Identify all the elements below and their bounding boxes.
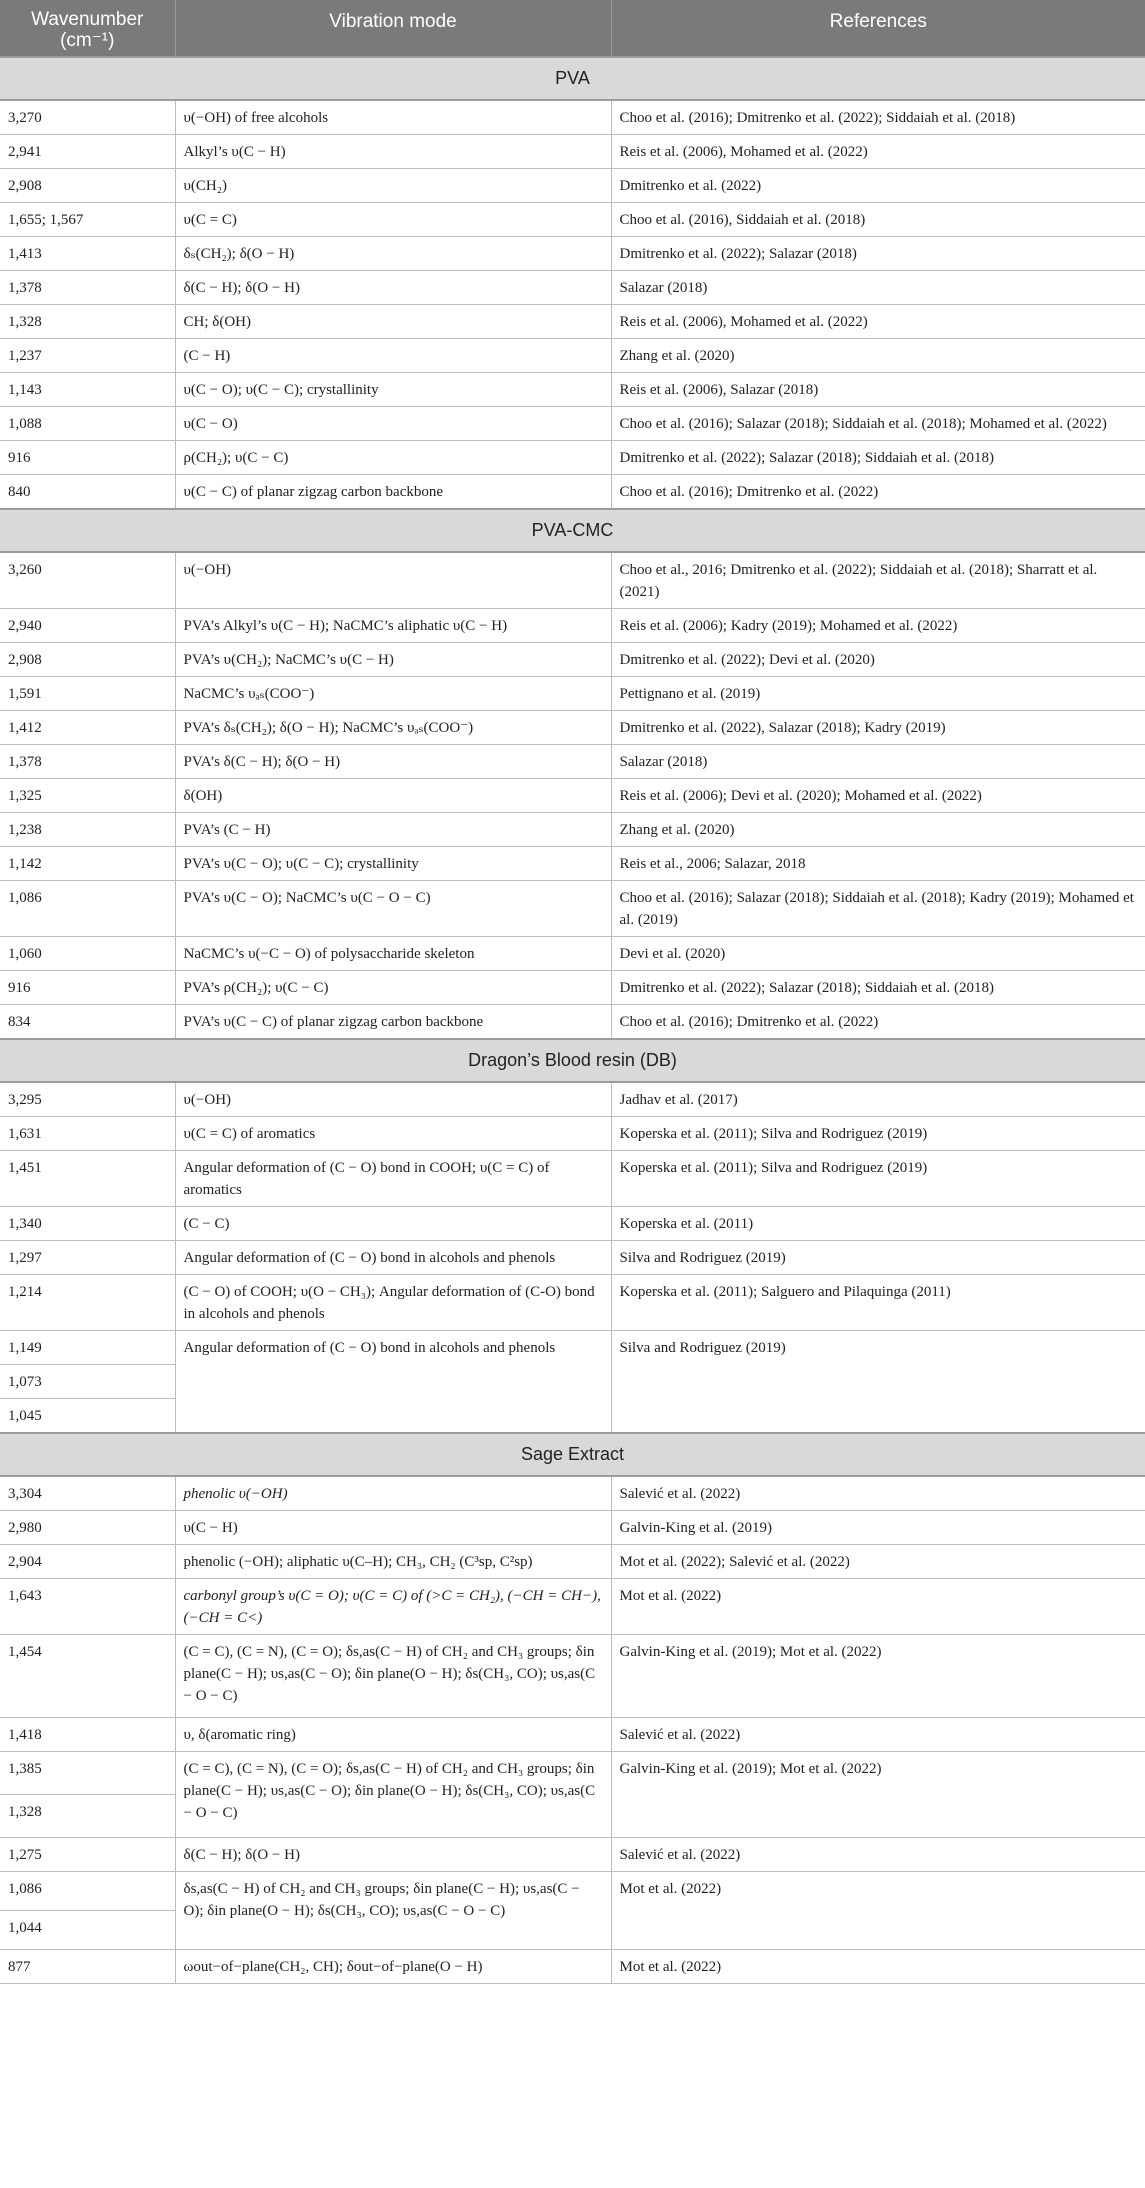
vibration-mode-cell: υ(C = C) of aromatics — [175, 1116, 611, 1150]
wavenumber-cell: 2,941 — [0, 134, 175, 168]
table-row — [0, 1476, 1145, 1511]
vibration-mode-cell: Angular deformation of (C − O) bond in alcohols and phenols — [175, 1240, 611, 1274]
table-row — [0, 676, 1145, 710]
wavenumber-cell: 1,328 — [0, 304, 175, 338]
wavenumber-cell: 1,297 — [0, 1240, 175, 1274]
vibration-mode-cell: υ(C − O) — [175, 406, 611, 440]
section-title: Sage Extract — [0, 1433, 1145, 1476]
table-row — [0, 846, 1145, 880]
vibration-mode-cell: phenolic (−OH); aliphatic υ(C–H); CH₃, CH₂ (C³sp, C²sp) — [175, 1544, 611, 1578]
table-row — [0, 168, 1145, 202]
table-row — [0, 1330, 1145, 1364]
wavenumber-cell: 1,045 — [0, 1398, 175, 1433]
references-cell: Silva and Rodriguez (2019) — [611, 1330, 1145, 1433]
vibration-mode-cell: ρ(CH₂); υ(C − C) — [175, 440, 611, 474]
table-row — [0, 1240, 1145, 1274]
vibration-mode-cell: phenolic υ(−OH) — [175, 1476, 611, 1511]
vibration-mode-cell: PVA’s δₛ(CH₂); δ(O − H); NaCMC’s υₐₛ(COO⁻) — [175, 710, 611, 744]
references-cell: Dmitrenko et al. (2022), Salazar (2018); Kadry (2019) — [611, 710, 1145, 744]
vibration-mode-cell: (C = C), (C = N), (C = O); δs,as(C − H) of CH₂ and CH₃ groups; δin plane(C − H); υs,as(C − O); δin plane(O − H); δs(CH₃, CO); υs,as(C − O − C) — [175, 1751, 611, 1837]
wavenumber-cell: 2,908 — [0, 642, 175, 676]
references-cell: Koperska et al. (2011); Silva and Rodriguez (2019) — [611, 1116, 1145, 1150]
vibration-mode-cell: PVA’s υ(C − C) of planar zigzag carbon backbone — [175, 1004, 611, 1039]
table-row — [0, 134, 1145, 168]
wavenumber-cell: 1,275 — [0, 1837, 175, 1871]
vibration-mode-cell: PVA’s δ(C − H); δ(O − H) — [175, 744, 611, 778]
table-row — [0, 608, 1145, 642]
wavenumber-cell: 3,304 — [0, 1476, 175, 1511]
references-cell: Choo et al. (2016), Siddaiah et al. (2018) — [611, 202, 1145, 236]
wavenumber-cell: 1,149 — [0, 1330, 175, 1364]
references-cell: Mot et al. (2022) — [611, 1578, 1145, 1634]
vibration-mode-cell: δs,as(C − H) of CH₂ and CH₃ groups; δin plane(C − H); υs,as(C − O); δin plane(O − H); δs(CH₃, CO); υs,as(C − O − C) — [175, 1871, 611, 1949]
section-row-dragons-blood — [0, 1039, 1145, 1082]
table-row — [0, 1510, 1145, 1544]
references-cell: Dmitrenko et al. (2022); Salazar (2018); Siddaiah et al. (2018) — [611, 440, 1145, 474]
table-row — [0, 936, 1145, 970]
wavenumber-cell: 1,143 — [0, 372, 175, 406]
references-cell: Silva and Rodriguez (2019) — [611, 1240, 1145, 1274]
vibration-mode-cell: υ(−OH) — [175, 1082, 611, 1117]
wavenumber-cell: 834 — [0, 1004, 175, 1039]
header-references: References — [611, 0, 1145, 57]
vibration-mode-cell: PVA’s ρ(CH₂); υ(C − C) — [175, 970, 611, 1004]
wavenumber-cell: 1,340 — [0, 1206, 175, 1240]
wavenumber-cell: 877 — [0, 1949, 175, 1983]
table-row — [0, 1837, 1145, 1871]
wavenumber-cell: 3,270 — [0, 100, 175, 135]
section-title: PVA — [0, 57, 1145, 100]
table-row — [0, 1717, 1145, 1751]
vibration-mode-cell: NaCMC’s υₐₛ(COO⁻) — [175, 676, 611, 710]
references-cell: Dmitrenko et al. (2022); Devi et al. (2020) — [611, 642, 1145, 676]
vibration-mode-cell: δ(OH) — [175, 778, 611, 812]
wavenumber-cell: 2,940 — [0, 608, 175, 642]
references-cell: Zhang et al. (2020) — [611, 812, 1145, 846]
references-cell: Salević et al. (2022) — [611, 1717, 1145, 1751]
table-row — [0, 1634, 1145, 1717]
vibration-mode-cell: PVA’s υ(CH₂); NaCMC’s υ(C − H) — [175, 642, 611, 676]
table-row — [0, 1274, 1145, 1330]
references-cell: Salević et al. (2022) — [611, 1837, 1145, 1871]
wavenumber-cell: 1,378 — [0, 744, 175, 778]
vibration-mode-cell: PVA’s υ(C − O); NaCMC’s υ(C − O − C) — [175, 880, 611, 936]
vibration-mode-cell: υ(−OH) of free alcohols — [175, 100, 611, 135]
table-row — [0, 474, 1145, 509]
table-row — [0, 1150, 1145, 1206]
wavenumber-cell: 2,908 — [0, 168, 175, 202]
vibration-mode-cell: Angular deformation of (C − O) bond in alcohols and phenols — [175, 1330, 611, 1433]
table-row — [0, 812, 1145, 846]
wavenumber-cell: 1,591 — [0, 676, 175, 710]
section-title: Dragon’s Blood resin (DB) — [0, 1039, 1145, 1082]
wavenumber-cell: 1,238 — [0, 812, 175, 846]
vibration-mode-cell: υ(−OH) — [175, 552, 611, 609]
vibration-mode-cell: υ(C − O); υ(C − C); crystallinity — [175, 372, 611, 406]
wavenumber-cell: 1,451 — [0, 1150, 175, 1206]
references-cell: Dmitrenko et al. (2022); Salazar (2018); Siddaiah et al. (2018) — [611, 970, 1145, 1004]
table-row — [0, 1751, 1145, 1794]
table-row — [0, 710, 1145, 744]
vibration-mode-cell: (C − C) — [175, 1206, 611, 1240]
wavenumber-cell: 1,655; 1,567 — [0, 202, 175, 236]
wavenumber-cell: 1,088 — [0, 406, 175, 440]
table-row — [0, 338, 1145, 372]
wavenumber-cell: 3,295 — [0, 1082, 175, 1117]
wavenumber-cell: 1,086 — [0, 1871, 175, 1910]
references-cell: Reis et al. (2006), Mohamed et al. (2022) — [611, 304, 1145, 338]
vibration-mode-cell: Angular deformation of (C − O) bond in COOH; υ(C = C) of aromatics — [175, 1150, 611, 1206]
wavenumber-cell: 1,418 — [0, 1717, 175, 1751]
wavenumber-cell: 1,385 — [0, 1751, 175, 1794]
table-row — [0, 1949, 1145, 1983]
table-row — [0, 1578, 1145, 1634]
references-cell: Reis et al. (2006), Salazar (2018) — [611, 372, 1145, 406]
table-row — [0, 744, 1145, 778]
section-row-pva — [0, 57, 1145, 100]
vibration-mode-cell: (C − O) of COOH; υ(O − CH₃); Angular deformation of (C-O) bond in alcohols and phenols — [175, 1274, 611, 1330]
wavenumber-cell: 2,904 — [0, 1544, 175, 1578]
header-wavenumber: Wavenumber (cm⁻¹) — [0, 0, 175, 57]
wavenumber-cell: 2,980 — [0, 1510, 175, 1544]
vibration-mode-cell: υ(C − C) of planar zigzag carbon backbone — [175, 474, 611, 509]
wavenumber-cell: 916 — [0, 440, 175, 474]
table-header-row — [0, 0, 1145, 57]
wavenumber-cell: 1,086 — [0, 880, 175, 936]
section-title: PVA-CMC — [0, 509, 1145, 552]
references-cell: Reis et al., 2006; Salazar, 2018 — [611, 846, 1145, 880]
references-cell: Salević et al. (2022) — [611, 1476, 1145, 1511]
table-row — [0, 552, 1145, 609]
vibration-mode-cell: υ(C − H) — [175, 1510, 611, 1544]
table-row — [0, 440, 1145, 474]
references-cell: Koperska et al. (2011); Salguero and Pilaquinga (2011) — [611, 1274, 1145, 1330]
references-cell: Salazar (2018) — [611, 744, 1145, 778]
table-row — [0, 1871, 1145, 1910]
wavenumber-cell: 1,325 — [0, 778, 175, 812]
table-row — [0, 778, 1145, 812]
wavenumber-cell: 1,073 — [0, 1364, 175, 1398]
table-row — [0, 1116, 1145, 1150]
table-row — [0, 970, 1145, 1004]
table-row — [0, 1206, 1145, 1240]
wavenumber-cell: 840 — [0, 474, 175, 509]
wavenumber-cell: 1,643 — [0, 1578, 175, 1634]
vibration-mode-cell: (C − H) — [175, 338, 611, 372]
wavenumber-cell: 1,142 — [0, 846, 175, 880]
vibration-mode-cell: υ(C = C) — [175, 202, 611, 236]
wavenumber-cell: 1,413 — [0, 236, 175, 270]
vibration-mode-cell: δₛ(CH₂); δ(O − H) — [175, 236, 611, 270]
table-row — [0, 406, 1145, 440]
table-row — [0, 1544, 1145, 1578]
references-cell: Reis et al. (2006); Devi et al. (2020); Mohamed et al. (2022) — [611, 778, 1145, 812]
references-cell: Reis et al. (2006); Kadry (2019); Mohamed et al. (2022) — [611, 608, 1145, 642]
table-row — [0, 1082, 1145, 1117]
wavenumber-cell: 3,260 — [0, 552, 175, 609]
vibration-mode-cell: δ(C − H); δ(O − H) — [175, 1837, 611, 1871]
vibration-mode-cell: ωout−of−plane(CH₂, CH); δout−of−plane(O − H) — [175, 1949, 611, 1983]
wavenumber-cell: 916 — [0, 970, 175, 1004]
header-vibration-mode: Vibration mode — [175, 0, 611, 57]
references-cell: Zhang et al. (2020) — [611, 338, 1145, 372]
references-cell: Galvin-King et al. (2019); Mot et al. (2022) — [611, 1751, 1145, 1837]
table-row — [0, 304, 1145, 338]
vibration-mode-cell: υ, δ(aromatic ring) — [175, 1717, 611, 1751]
references-cell: Pettignano et al. (2019) — [611, 676, 1145, 710]
references-cell: Galvin-King et al. (2019); Mot et al. (2022) — [611, 1634, 1145, 1717]
references-cell: Koperska et al. (2011); Silva and Rodriguez (2019) — [611, 1150, 1145, 1206]
table-row — [0, 372, 1145, 406]
vibration-mode-cell: CH; δ(OH) — [175, 304, 611, 338]
table-row — [0, 270, 1145, 304]
references-cell: Galvin-King et al. (2019) — [611, 1510, 1145, 1544]
wavenumber-cell: 1,044 — [0, 1910, 175, 1949]
references-cell: Choo et al. (2016); Dmitrenko et al. (2022); Siddaiah et al. (2018) — [611, 100, 1145, 135]
wavenumber-cell: 1,454 — [0, 1634, 175, 1717]
references-cell: Salazar (2018) — [611, 270, 1145, 304]
references-cell: Devi et al. (2020) — [611, 936, 1145, 970]
vibration-mode-cell: (C = C), (C = N), (C = O); δs,as(C − H) of CH₂ and CH₃ groups; δin plane(C − H); υs,as(C − O); δin plane(O − H); δs(CH₃, CO); υs,as(C − O − C) — [175, 1634, 611, 1717]
table-row — [0, 202, 1145, 236]
wavenumber-cell: 1,060 — [0, 936, 175, 970]
references-cell: Choo et al. (2016); Dmitrenko et al. (2022) — [611, 474, 1145, 509]
vibration-mode-cell: δ(C − H); δ(O − H) — [175, 270, 611, 304]
references-cell: Dmitrenko et al. (2022) — [611, 168, 1145, 202]
table-row — [0, 236, 1145, 270]
wavenumber-cell: 1,631 — [0, 1116, 175, 1150]
references-cell: Jadhav et al. (2017) — [611, 1082, 1145, 1117]
references-cell: Choo et al., 2016; Dmitrenko et al. (2022); Siddaiah et al. (2018); Sharratt et al. (2021) — [611, 552, 1145, 609]
references-cell: Mot et al. (2022) — [611, 1871, 1145, 1949]
references-cell: Choo et al. (2016); Dmitrenko et al. (2022) — [611, 1004, 1145, 1039]
vibration-mode-cell: PVA’s υ(C − O); υ(C − C); crystallinity — [175, 846, 611, 880]
vibration-mode-cell: PVA’s Alkyl’s υ(C − H); NaCMC’s aliphatic υ(C − H) — [175, 608, 611, 642]
vibration-mode-cell: Alkyl’s υ(C − H) — [175, 134, 611, 168]
wavenumber-cell: 1,378 — [0, 270, 175, 304]
references-cell: Choo et al. (2016); Salazar (2018); Siddaiah et al. (2018); Mohamed et al. (2022) — [611, 406, 1145, 440]
table-row — [0, 100, 1145, 135]
table-row — [0, 1004, 1145, 1039]
references-cell: Choo et al. (2016); Salazar (2018); Siddaiah et al. (2018); Kadry (2019); Mohamed et al. (2019) — [611, 880, 1145, 936]
wavenumber-cell: 1,328 — [0, 1794, 175, 1837]
wavenumber-cell: 1,412 — [0, 710, 175, 744]
table-row — [0, 880, 1145, 936]
wavenumber-cell: 1,214 — [0, 1274, 175, 1330]
section-row-sage-extract — [0, 1433, 1145, 1476]
table-row — [0, 642, 1145, 676]
vibration-mode-cell: NaCMC’s υ(−C − O) of polysaccharide skeleton — [175, 936, 611, 970]
vibration-mode-cell: carbonyl group’s υ(C = O); υ(C = C) of (>C = CH₂), (−CH = CH−), (−CH = C<) — [175, 1578, 611, 1634]
vibration-mode-cell: υ(CH₂) — [175, 168, 611, 202]
references-cell: Koperska et al. (2011) — [611, 1206, 1145, 1240]
references-cell: Reis et al. (2006), Mohamed et al. (2022) — [611, 134, 1145, 168]
references-cell: Mot et al. (2022); Salević et al. (2022) — [611, 1544, 1145, 1578]
references-cell: Dmitrenko et al. (2022); Salazar (2018) — [611, 236, 1145, 270]
vibration-mode-cell: PVA’s (C − H) — [175, 812, 611, 846]
section-row-pva-cmc — [0, 509, 1145, 552]
wavenumber-cell: 1,237 — [0, 338, 175, 372]
references-cell: Mot et al. (2022) — [611, 1949, 1145, 1983]
